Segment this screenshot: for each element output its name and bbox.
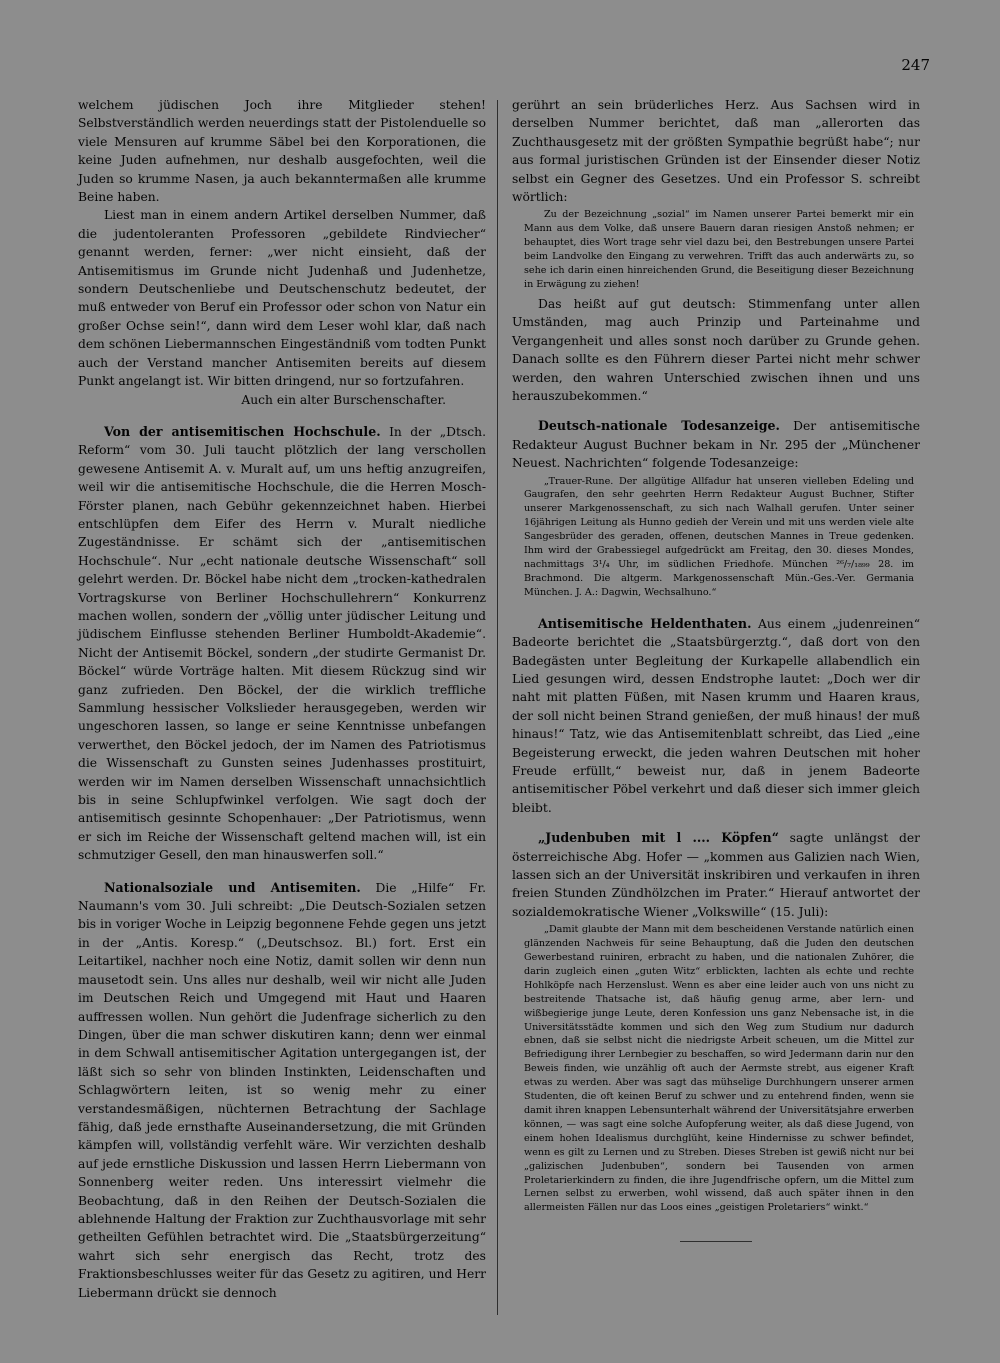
article-heldenthaten-text: Aus einem „judenreinen“ Badeorte berichtet die „Staatsbürgerztg.“, daß dort von den Badegästen unter Begleitung der Kurkapelle allabendlich ein Lied gesungen wird, dessen Endstrophe lautet: „Doch wer dir naht mit platten Füßen, mit Nasen krumm und Haaren kraus, der soll nicht beinen Strand genießen, der muß hinaus! der muß hinaus!“ Tatz, wie das Antisemitenblatt schreibt, das Lied „eine Begeisterung erweckt, die jeden wahren Deutschen mit hoher Freude erfüllt,“ beweist nur, daß in jenem Badeorte antisemitischer Pöbel verkehrt und daß dieser sich immer gleich bleibt.	[512, 616, 920, 815]
left-paragraph-1: welchem jüdischen Joch ihre Mitglieder stehen! Selbstverständlich werden neuerdings statt der Pistolenduelle so viele Mensuren auf krumme Säbel bei den Korporationen, die keine Juden aufnehmen, nur deshalb ausgefochten, weil die Juden so krumme Nasen, ja auch bekanntermaßen alle krumme Beine haben.	[78, 98, 486, 205]
end-rule	[680, 1241, 752, 1242]
left-column	[78, 96, 486, 1324]
article-judenbuben	[512, 829, 920, 921]
right-column	[512, 96, 920, 1324]
right-paragraph-2: Das heißt auf gut deutsch: Stimmenfang unter allen Umständen, mag auch Prinzip und Parteinahme und Vergangenheit und alles sonst noch darüber zu Grunde gehen. Danach sollte es den Führern dieser Partei nicht mehr schwer werden, den wahren Unterschied zwischen ihnen und uns herauszubekommen.“	[512, 296, 920, 403]
article-hochschule	[78, 423, 486, 865]
article-nationalsoziale-text: Die „Hilfe“ Fr. Naumann's vom 30. Juli schreibt: „Die Deutsch-Sozialen setzen bis in voriger Woche in Leipzig begonnene Fehde gegen uns jetzt in der „Antis. Koresp.“ („Deutschsoz. Bl.) fort. Erst ein Leitartikel, nachher noch eine Notiz, damit sollen wir denn nun mausetodt sein. Uns alles nur deshalb, weil wir nicht alle Juden im Deutschen Reich und Umgegend mit Haut und Haaren auffressen wollen. Nun gehört die Judenfrage sicherlich zu den Dingen, über die man schwer diskutiren kann; denn wer einmal in dem Schwall antisemitischer Agitation untergegangen ist, der läßt sich so sehr von blinden Instinkten, Leidenschaften und Schlagwörtern leiten, ist so wenig mehr zu einer verstandesmäßigen, nüchternen Betrachtung der Sachlage fähig, daß jede ernsthafte Auseinandersetzung, die mit Gründen kämpfen will, vollständig verfehlt wäre. Wir verzichten deshalb auf jede ernstliche Diskussion und lassen Herrn Liebermann von Sonnenberg weiter reden. Uns interessirt vielmehr die Beobachtung, daß in den Reihen der Deutsch-Sozialen die ablehnende Haltung der Fraktion zur Zuchthausvorlage mit sehr getheilten Gefühlen betrachtet wird. Die „Staatsbürgerzeitung“ wahrt sich sehr energisch das Recht, trotz des Fraktionsbeschlusses weiter für das Gesetz zu agitiren, und Herr Liebermann drückt sie dennoch	[78, 880, 486, 1300]
article-heldenthaten	[512, 615, 920, 817]
heading-heldenthaten: Antisemitische Heldenthaten.	[538, 615, 752, 631]
article-judenbuben-text: sagte unlängst der österreichische Abg. Hofer — „kommen aus Galizien nach Wien, lassen sich an der Universität inskribiren und verkaufen in ihren freien Stunden Zündhölzchen im Prater.“ Hierauf antwortet der sozialdemokratische Wiener „Volkswille“ (15. Juli):	[512, 831, 920, 919]
article-todesanzeige	[512, 417, 920, 472]
article-todesanzeige-text: Der antisemitische Redakteur August Buchner bekam in Nr. 295 der „Münchener Neuest. Nachrichten“ folgende Todesanzeige:	[512, 419, 920, 471]
heading-nationalsoziale: Nationalsoziale und Antisemiten.	[104, 879, 361, 895]
page-number: 247	[901, 56, 930, 74]
heading-judenbuben: „Judenbuben mit l .... Köpfen“	[538, 830, 779, 846]
signature: Auch ein alter Burschenschafter.	[241, 392, 446, 407]
quote-trauer-rune: „Trauer-Rune. Der allgütige Allfadur hat unseren vielleben Edeling und Gaugrafen, den sehr geehrten Herrn Redakteur August Buchner, Stifter unserer Markgenossenschaft, zu sich nach Walhall gerufen. Unter seiner 16jährigen Leitung als Hunno gedieh der Verein und mit uns werden viele alte Sangesbrüder des geraden, offenen, deutschen Mannes in Treue gedenken. Ihm wird der Grabessiegel aufgedrückt am Freitag, den 30. dieses Mondes, nachmittags 3¹/₄ Uhr, im südlichen Friedhofe. München ²⁶/₇/₁₈₉₉ 28. im Brachmond. Die altgerm. Markgenossenschaft Mün.-Ges.-Ver. Germania München. J. A.: Dagwin, Wechsalhuno.“	[524, 475, 914, 598]
left-paragraph-2: Liest man in einem andern Artikel derselben Nummer, daß die judentoleranten Professoren „gebildete Rindviecher“ genannt werden, ferner: „wer nicht einsieht, daß der Antisemitismus im Grunde nicht Judenhaß und Judenhetze, sondern Deutschenliebe und Deutschenschutz bedeutet, der muß entweder von Beruf ein Professor oder schon von Natur ein großer Ochse sein!“, dann wird dem Leser wohl klar, daß nach dem schönen Liebermannschen Eingeständniß vom todten Punkt auch der Verstand mancher Antisemiten bereits auf diesem Punkt angelangt ist. Wir bitten dringend, nur so fortzufahren.	[78, 208, 486, 389]
article-hochschule-text: In der „Dtsch. Reform“ vom 30. Juli taucht plötzlich der lang verschollen gewesene Antisemit A. v. Muralt auf, um uns heftig anzugreifen, weil wir die antisemitische Hochschule, die die Herren Mosch-Förster planen, nach Gebühr gekennzeichnet haben. Hierbei entschlüpfen dem Eifer des Herrn v. Muralt niedliche Zugeständnisse. Er schämt sich der „antisemitischen Hochschule“. Nur „echt nationale deutsche Wissenschaft“ soll gelehrt werden. Dr. Böckel habe nicht dem „trocken-kathedralen Vortragskurse von Berliner Hochschullehrern“ Konkurrenz machen wollen, sondern der „völlig unter jüdischer Leitung und jüdischem Einflusse stehenden Berliner Humboldt-Akademie“. Nicht der Antisemit Böckel, sondern „der studirte Germanist Dr. Böckel“ würde Vorträge halten. Mit diesem Rückzug sind wir ganz zufrieden. Den Böckel, der die wirklich treffliche Sammlung hessischer Volkslieder herausgegeben, werden wir ungeschoren lassen, so lange er seine Kenntnisse unbefangen verwerthet, den Böckel jedoch, der im Namen des Patriotismus die Wissenschaft zu Gunsten seines Judenhasses prostituirt, werden wir im Namen derselben Wissenschaft unnachsichtlich bis in seine Schlupfwinkel verfolgen. Wie sagt doch der antisemitisch gesinnte Schopenhauer: „Der Patriotismus, wenn er sich im Reiche der Wissenschaft geltend machen will, ist ein schmutziger Gesell, den man hinauswerfen soll.“	[78, 424, 486, 863]
column-divider	[497, 100, 498, 1315]
heading-hochschule: Von der antisemitischen Hochschule.	[104, 423, 381, 439]
article-nationalsoziale	[78, 879, 486, 1302]
quote-volkswille: „Damit glaubte der Mann mit dem bescheidenen Verstande natürlich einen glänzenden Nachweis für seine Behauptung, daß die Juden den deutschen Gewerbestand ruiniren, erbracht zu haben, und die nationalen Zuhörer, die darin zugleich einen „guten Witz“ erblickten, lachten als echte und rechte Hohlköpfe nach Herzenslust. Wenn es aber eine leider auch von uns nicht zu bestreitende Thatsache ist, daß häufig genug arme, aber lern- und wißbegierige junge Leute, deren Konfession uns ganz Nebensache ist, in die Universitätsstädte kommen und sich den Weg zum Studium nur dadurch ebnen, daß sie selbst nicht die niedrigste Arbeit scheuen, um die Mittel zur Befriedigung ihrer Lernbegier zu beschaffen, so wird Jedermann darin nur den Beweis finden, wie unzählig oft auch der Aermste strebt, aus eigener Kraft etwas zu werden. Aber was sagt das mühselige Durchhungern unserer armen Studenten, die oft keinen Beruf zu schwer und zu entehrend finden, wenn sie damit ihren knappen Lebensunterhalt während der Universitätsjahre erwerben können, — was sagt eine solche Aufopferung weiter, als daß diese Jugend, von einem hohen Idealismus durchglüht, keine Hindernisse zu schwer befindet, wenn es gilt zu Lernen und zu Streben. Dieses Streben ist gewiß nicht nur bei „galizischen Judenbuben“, sondern bei Tausenden von armen Proletarierkindern zu finden, die ihre Jugendfrische opfern, um die Mittel zum Lernen selbst zu erwerben, wohl wissend, daß auch später ihnen in den allermeisten Fällen nur das Loos eines „geistigen Proletariers“ winkt.“	[524, 924, 914, 1214]
right-paragraph-1: gerührt an sein brüderliches Herz. Aus Sachsen wird in derselben Nummer berichtet, daß man „allerorten das Zuchthausgesetz mit der größten Sympathie begrüßt habe“; nur aus formal juristischen Gründen ist der Einsender dieser Notiz selbst ein Gegner des Gesetzes. Und ein Professor S. schreibt wörtlich:	[512, 98, 920, 205]
heading-todesanzeige: Deutsch-nationale Todesanzeige.	[538, 418, 780, 434]
quote-professor: Zu der Bezeichnung „sozial“ im Namen unserer Partei bemerkt mir ein Mann aus dem Volke, daß unsere Bauern daran riesigen Anstoß nehmen; er behauptet, dies Wort trage sehr viel dazu bei, den Bestrebungen unsere Partei beim Landvolke den Eingang zu verwehren. Trifft das auch anderwärts zu, so sehe ich darin einen hinreichenden Grund, die Beseitigung dieser Bezeichnung in Erwägung zu ziehen!	[524, 209, 914, 290]
